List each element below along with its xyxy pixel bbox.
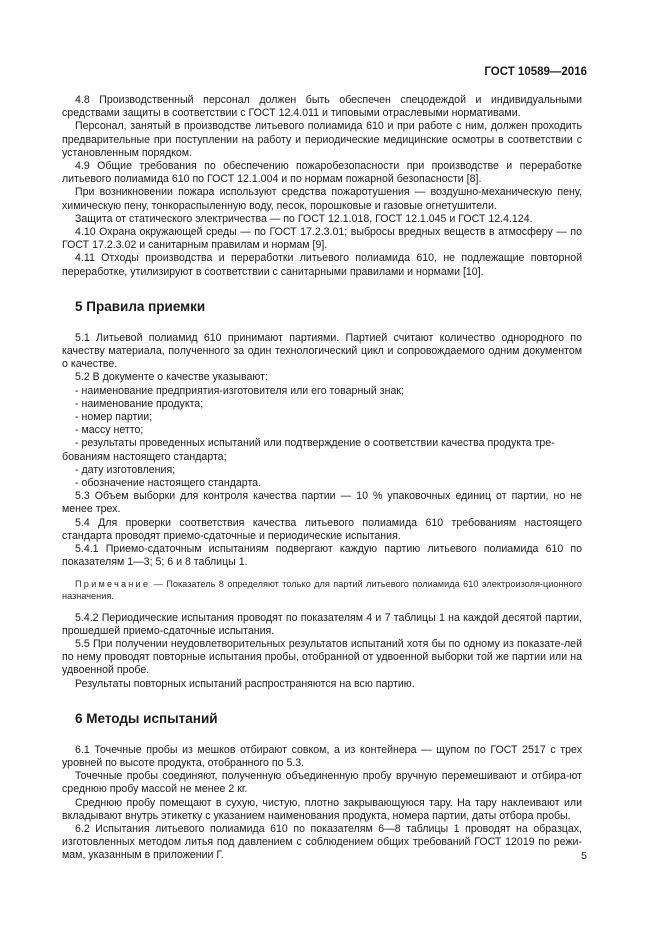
paragraph-6-2: 6.2 Испытания литьевого полиамида 610 по показателям 6—8 таблицы 1 проводят на образцах, изготовленных методом литья под давлением с соблюдением общих требований ГОСТ 12019 по режи-мам, указанным в приложении Г.: [62, 822, 582, 862]
list-item: - массу нетто;: [75, 424, 144, 437]
paragraph-4-9-fire: При возникновении пожара используют средства пожаротушения — воздушно-механическую пену, химическую пену, тонкораспыленную воду, песок, порошковые и газовые огнетушители.: [62, 186, 582, 212]
paragraph-5-1: 5.1 Литьевой полиамид 610 принимают партиями. Партией считают количество однородного по качеству материала, полученного за один технологический цикл и сопровождаемого одним документом о качестве.: [62, 331, 582, 371]
paragraph-4-9-static: Защита от статического электричества — по ГОСТ 12.1.018, ГОСТ 12.1.045 и ГОСТ 12.4.124.: [75, 212, 533, 225]
page-number: 5: [581, 850, 587, 862]
note-text: — Показатель 8 определяют только для партий литьевого полиамида 610 электроизоля-ционного назначения.: [62, 578, 582, 601]
paragraph-4-10: 4.10 Охрана окружающей среды — по ГОСТ 17.2.3.01; выбросы вредных веществ в атмосферу — по ГОСТ 17.2.3.02 и санитарным правилам и нормам [9].: [62, 226, 582, 252]
paragraph-4-8: 4.8 Производственный персонал должен быть обеспечен спецодеждой и индивидуальными средствами защиты в соответствии с ГОСТ 12.4.011 и типовыми отраслевыми нормативами.: [62, 94, 582, 120]
list-item: - результаты проведенных испытаний или подтверждение о соответствии качества продукта тре-: [75, 437, 555, 450]
section-6-heading: 6 Методы испытаний: [75, 710, 218, 726]
paragraph-6-1: 6.1 Точечные пробы из мешков отбирают совком, а из контейнера — щупом по ГОСТ 2517 с трех уровней по высоте продукта, отобранного по 5.3.: [62, 743, 582, 769]
paragraph-5-2: 5.2 В документе о качестве указывают:: [75, 371, 268, 384]
paragraph-6-1-packaging: Среднюю пробу помещают в сухую, чистую, плотно закрывающуюся тару. На тару наклеивают или вкладывают внутрь этикетку с указанием наименования продукта, номера партии, даты отбора пробы.: [62, 796, 582, 822]
paragraph-5-4-2: 5.4.2 Периодические испытания проводят по показателям 4 и 7 таблицы 1 на каждой десятой партии, прошедшей приемо-сдаточные испытания.: [62, 611, 582, 637]
list-item: - наименование продукта;: [75, 397, 204, 410]
document-id: ГОСТ 10589—2016: [484, 66, 587, 78]
paragraph-5-3: 5.3 Объем выборки для контроля качества партии — 10 % упаковочных единиц от партии, но не менее трех.: [62, 490, 582, 516]
section-5-heading: 5 Правила приемки: [75, 298, 206, 314]
paragraph-5-4-1: 5.4.1 Приемо-сдаточным испытаниям подвергают каждую партию литьевого полиамида 610 по показателям 1—3; 5; 6 и 8 таблицы 1.: [62, 543, 582, 569]
paragraph-4-8-personnel: Персонал, занятый в производстве литьевого полиамида 610 и при работе с ним, должен проходить предварительные при поступлении на работу и периодические медицинские осмотры в соответствии с установленным порядком.: [62, 120, 582, 159]
paragraph-4-11: 4.11 Отходы производства и переработки литьевого полиамида 610, не подлежащие повторной переработке, утилизируют в соответствии с санитарными правилами и нормами [10].: [62, 252, 582, 278]
note: [62, 578, 582, 602]
paragraph-6-1-combine: Точечные пробы соединяют, полученную объединенную пробу вручную перемешивают и отбира-ют среднюю пробу массой не менее 2 кг.: [62, 770, 582, 796]
paragraph-5-5: 5.5 При получении неудовлетворительных результатов испытаний хотя бы по одному из показате-лей по нему проводят повторные испытания пробы, отобранной от удвоенной выборки той же партии или на удвоенной пробе.: [62, 637, 582, 677]
list-item: - обозначение настоящего стандарта.: [75, 477, 262, 490]
list-item-continuation: бованиям настоящего стандарта;: [62, 450, 227, 463]
list-item: - дату изготовления;: [75, 463, 176, 476]
paragraph-4-9: 4.9 Общие требования по обеспечению пожаробезопасности при производстве и переработке литьевого полиамида 610 по ГОСТ 12.1.004 и по нормам пожарной безопасности [8].: [62, 160, 582, 186]
note-label: Примечание: [75, 578, 151, 589]
list-item: - наименование предприятия-изготовителя или его товарный знак;: [75, 384, 404, 397]
page-body: [62, 94, 582, 863]
paragraph-5-4: 5.4 Для проверки соответствия качества литьевого полиамида 610 требованиям настоящего стандарта проводят приемо-сдаточные и периодические испытания.: [62, 516, 582, 542]
list-item: - номер партии;: [75, 411, 153, 424]
paragraph-5-5-results: Результаты повторных испытаний распространяются на всю партию.: [75, 677, 415, 690]
